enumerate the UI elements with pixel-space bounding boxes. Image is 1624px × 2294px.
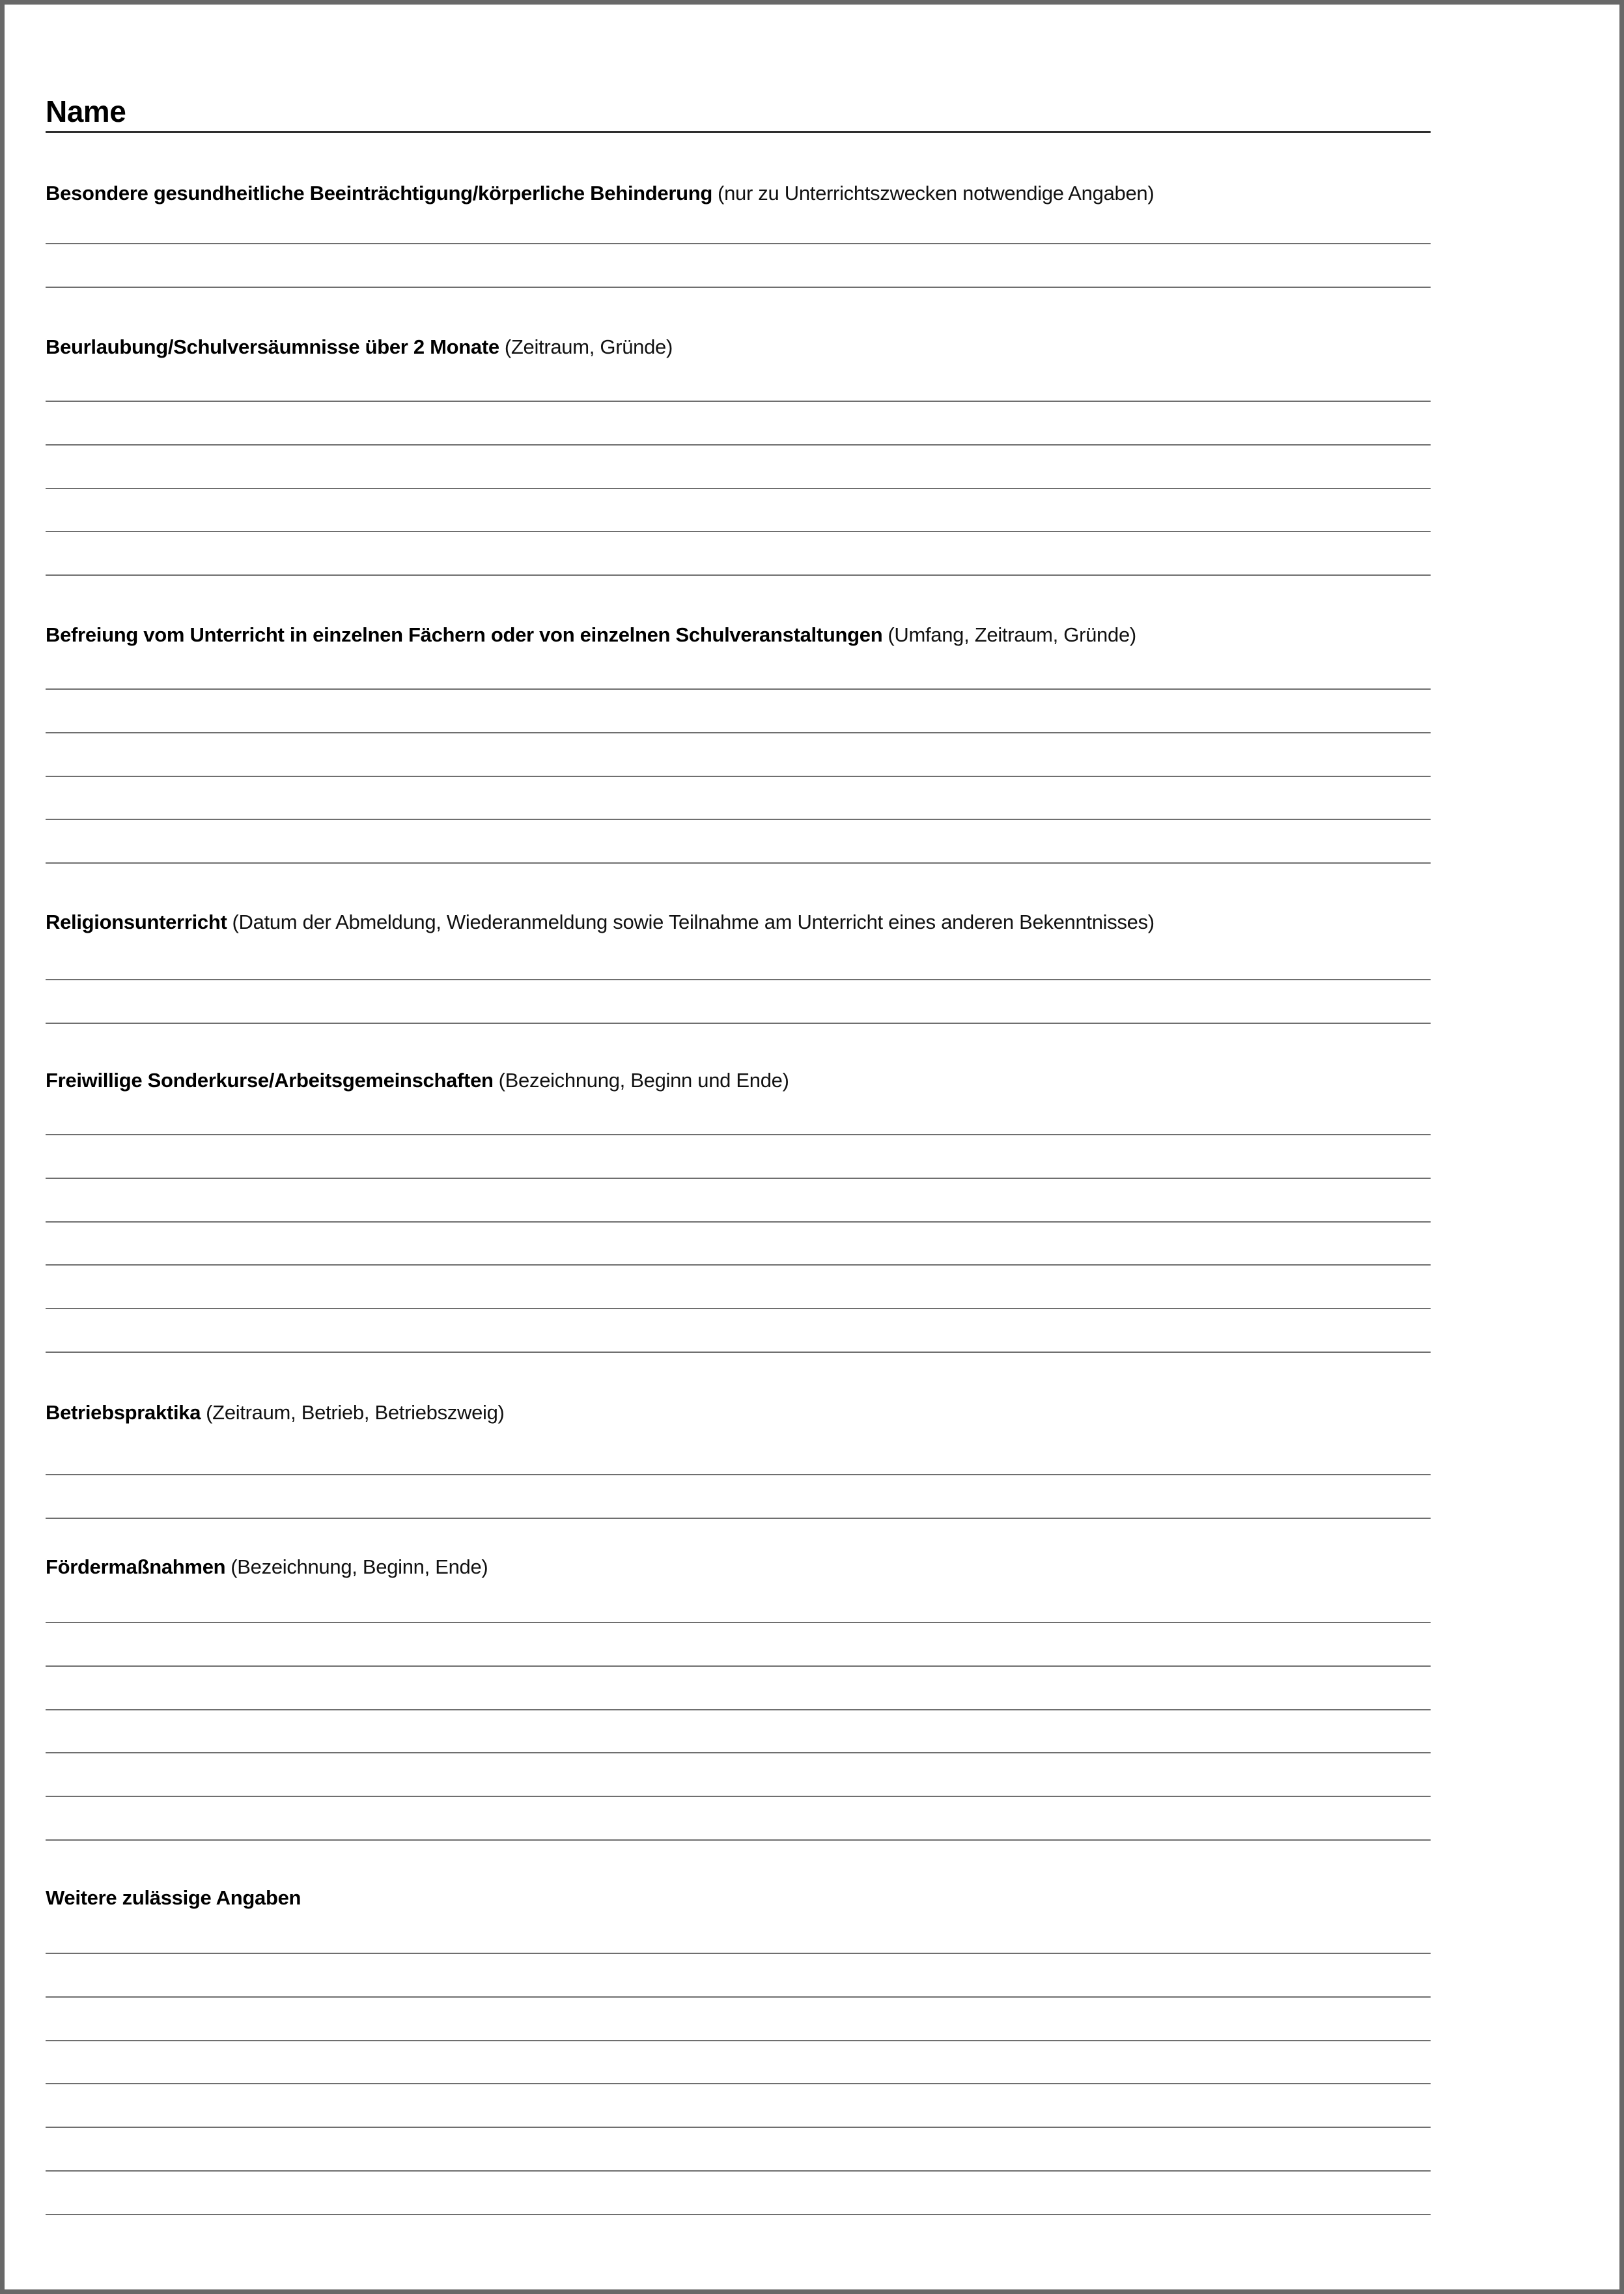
section-label: Befreiung vom Unterricht in einzelnen Fächern oder von einzelnen Schulveranstaltungen	[46, 623, 883, 646]
section-heading	[46, 182, 1431, 205]
write-in-line	[46, 1996, 1431, 1998]
write-in-line	[46, 401, 1431, 402]
section-note: (Datum der Abmeldung, Wiederanmeldung sowie Teilnahme am Unterricht eines anderen Bekenntnisses)	[232, 911, 1155, 933]
write-in-line	[46, 2170, 1431, 2172]
write-in-line	[46, 819, 1431, 820]
section-heading	[46, 1886, 1431, 1910]
write-in-line	[46, 1709, 1431, 1710]
section-note: (Bezeichnung, Beginn, Ende)	[231, 1555, 488, 1578]
write-in-line	[46, 1953, 1431, 1954]
write-in-line	[46, 444, 1431, 446]
write-in-line	[46, 287, 1431, 288]
write-in-line	[46, 1796, 1431, 1797]
section-label: Freiwillige Sonderkurse/Arbeitsgemeinschaften	[46, 1069, 494, 1092]
section-label: Fördermaßnahmen	[46, 1555, 226, 1578]
write-in-line	[46, 1308, 1431, 1309]
section-heading	[46, 1069, 1431, 1092]
section-heading	[46, 623, 1431, 647]
section-note: (Zeitraum, Betrieb, Betriebszweig)	[206, 1401, 505, 1424]
write-in-line	[46, 488, 1431, 489]
write-in-line	[46, 776, 1431, 777]
section-label: Religionsunterricht	[46, 911, 227, 933]
section-note: (nur zu Unterrichtszwecken notwendige Angaben)	[718, 182, 1155, 205]
write-in-line	[46, 2083, 1431, 2084]
write-in-line	[46, 2127, 1431, 2128]
section-heading	[46, 1401, 1431, 1424]
write-in-line	[46, 732, 1431, 733]
write-in-line	[46, 1178, 1431, 1179]
write-in-line	[46, 1474, 1431, 1475]
write-in-line	[46, 2040, 1431, 2041]
section-label: Weitere zulässige Angaben	[46, 1886, 301, 1909]
write-in-line	[46, 979, 1431, 980]
write-in-line	[46, 1023, 1431, 1024]
write-in-line	[46, 1622, 1431, 1623]
write-in-line	[46, 1134, 1431, 1135]
section-note: (Bezeichnung, Beginn und Ende)	[498, 1069, 789, 1092]
write-in-line	[46, 1752, 1431, 1753]
section-label: Beurlaubung/Schulversäumnisse über 2 Monate	[46, 335, 499, 358]
page-title: Name	[46, 94, 126, 128]
write-in-line	[46, 1665, 1431, 1667]
section-note: (Umfang, Zeitraum, Gründe)	[888, 623, 1136, 646]
write-in-line	[46, 531, 1431, 532]
section-heading	[46, 335, 1431, 359]
write-in-line	[46, 574, 1431, 576]
write-in-line	[46, 1264, 1431, 1266]
section-label: Besondere gesundheitliche Beeinträchtigung/körperliche Behinderung	[46, 182, 713, 205]
write-in-line	[46, 1352, 1431, 1353]
section-label: Betriebspraktika	[46, 1401, 201, 1424]
section-note: (Zeitraum, Gründe)	[504, 335, 673, 358]
section-heading	[46, 1555, 1431, 1579]
write-in-line	[46, 1518, 1431, 1519]
name-write-in-line	[46, 131, 1431, 133]
write-in-line	[46, 243, 1431, 244]
write-in-line	[46, 688, 1431, 690]
write-in-line	[46, 2214, 1431, 2215]
write-in-line	[46, 1839, 1431, 1841]
section-heading	[46, 911, 1431, 934]
write-in-line	[46, 862, 1431, 864]
write-in-line	[46, 1221, 1431, 1223]
